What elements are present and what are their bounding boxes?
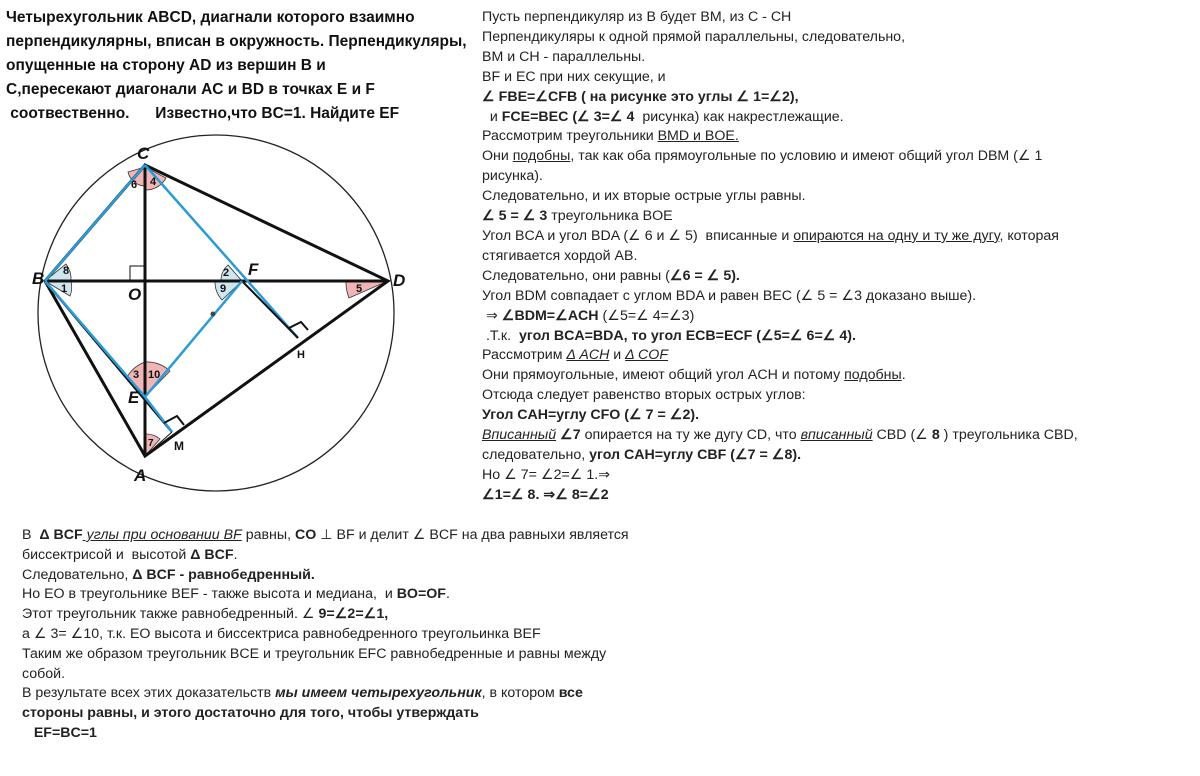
right-angle-h (289, 322, 308, 330)
solution-line: Отсюда следует равенство вторых острых углов: (482, 387, 806, 404)
text-span: Вписанный (482, 427, 557, 444)
text-span: мы имеем четырехугольник (275, 685, 482, 702)
problem-line: соотвественно. Известно,что BC=1. Найдите EF (6, 105, 400, 122)
text-span: Угол BCA и угол BDA (∠ 6 и ∠ 5) вписанные и (482, 227, 794, 244)
problem-line: перпендикулярны, вписан в окружность. Перпендикуляры, (6, 33, 467, 50)
angle-label-10: 10 (148, 369, 161, 381)
conclusion-line: собой. (22, 665, 66, 682)
text-span: угол BCA=BDA, то угол ECB=ECF (∠5=∠ 6=∠ 4). (518, 327, 856, 344)
perpendicular-ch-black (242, 281, 298, 338)
problem-line: опущенные на сторону AD из вершин B и (6, 57, 326, 74)
vertex-label-a: A (134, 466, 147, 485)
vertex-label-b: B (32, 269, 45, 288)
text-span: 9=∠2=∠1, (318, 606, 389, 623)
conclusion-line (22, 585, 702, 605)
vertex-label-e: E (128, 388, 140, 407)
angle-label-1: 1 (61, 283, 68, 295)
solution-line: Но ∠ 7= ∠2=∠ 1.⇒ (482, 466, 611, 483)
solution-line: Пусть перпендикуляр из B будет BM, из C - CH (482, 9, 792, 25)
solution-line (482, 227, 1182, 247)
vertex-label-c: C (137, 144, 150, 163)
solution-line (482, 108, 1182, 128)
text-span: ∠6 = ∠ 5). (669, 267, 740, 284)
angle-label-9: 9 (220, 283, 227, 295)
problem-line: Четырехугольник ABCD, диагнали которого взаимно (6, 9, 415, 26)
solution-line: Угол BDM совпадает с углом BDA и равен BEC (∠ 5 = ∠3 доказано выше). (482, 287, 977, 304)
text-span: (∠5=∠ 4=∠3) (598, 307, 695, 324)
text-span: Рассмотрим треугольники (482, 128, 658, 145)
text-span: Следовательно, (22, 566, 133, 583)
solution-line (482, 327, 1182, 347)
text-span: ) треугольника CBD, (939, 427, 1078, 444)
segment-bm-blue (145, 397, 172, 432)
solution-line: Перпендикуляры к одной прямой параллельны, следовательно, (482, 28, 906, 45)
text-span: и (482, 108, 502, 125)
conclusion-line (22, 605, 702, 625)
conclusion-line (22, 684, 702, 704)
angle-label-7: 7 (148, 438, 154, 449)
conclusion-text (22, 526, 702, 744)
solution-line (482, 127, 1182, 147)
text-span: углы при основании BF (82, 527, 242, 543)
text-span: опирается на ту же дугу CD, что (580, 427, 801, 444)
text-span: угол CAH=углу CBF (∠7 = ∠8). (589, 446, 802, 463)
vertex-label-d: D (393, 271, 406, 290)
text-span: Следовательно, они равны ( (482, 267, 670, 284)
angle-label-5: 5 (356, 283, 363, 295)
text-span: BO=OF (396, 586, 446, 603)
solution-line: Угол CAH=углу CFO (∠ 7 = ∠2). (482, 407, 700, 424)
solution-line (482, 307, 1182, 327)
text-span: Δ BCF (190, 546, 234, 563)
text-span: CO (294, 527, 317, 543)
text-span: BMD и BOE. (657, 128, 739, 145)
text-span: . (233, 546, 238, 563)
text-span: FCE=BEC (∠ 3=∠ 4 (501, 108, 635, 125)
text-span: Δ ACH (566, 347, 610, 364)
text-span: рисунка) как накрестлежащие. (634, 108, 844, 125)
conclusion-line: EF=BC=1 (22, 724, 97, 741)
angle-label-4: 4 (150, 176, 157, 188)
text-span: CBD (∠ (872, 427, 932, 444)
right-angle-o (130, 266, 145, 281)
text-span: ∠1=∠ 8 (482, 486, 536, 503)
text-span: , в котором (481, 685, 559, 702)
text-span: Этот треугольник также равнобедренный. ∠ (22, 606, 319, 623)
angle-label-2: 2 (223, 267, 230, 279)
solution-line: Следовательно, и их вторые острые углы равны. (482, 188, 806, 205)
solution-line (482, 426, 1182, 446)
text-span: Δ BCF - равнобедренный. (132, 566, 315, 583)
solution-line (482, 346, 1182, 366)
text-span: .Т.к. (482, 327, 519, 344)
text-span: ⊥ BF и делит ∠ BCF на два равныхи является (316, 527, 629, 543)
vertex-label-f: F (248, 260, 259, 279)
problem-line: C,пересекают диагонали AC и BD в точках E и F (6, 81, 375, 98)
text-span: равны, (241, 527, 295, 543)
vertex-label-o: O (128, 285, 142, 304)
solution-line (482, 486, 1182, 506)
angle-label-3: 3 (133, 369, 140, 381)
solution-line: стягивается хордой AB. (482, 247, 638, 264)
geometry-figure (0, 0, 480, 520)
perpendicular-ch (145, 165, 298, 338)
text-span: Но EO в треугольнике BEF - также высота и медиана, и (22, 586, 397, 603)
text-span: Δ BCF (39, 527, 83, 543)
solution-line (482, 267, 1182, 287)
text-span: опираются на одну и ту же дугу (793, 227, 1000, 244)
solution-line (482, 147, 1182, 167)
text-span: все (558, 685, 583, 702)
text-span: ∠ 5 = ∠ 3 (482, 208, 548, 225)
text-span: Рассмотрим (482, 347, 567, 364)
solution-line: ∠ FBE=∠CFB ( на рисунке это углы ∠ 1=∠2), (482, 88, 799, 105)
text-span: , которая (999, 227, 1059, 244)
small-dot (211, 312, 216, 317)
text-span: . (445, 586, 450, 603)
text-span: и (609, 347, 626, 364)
angle-label-6: 6 (131, 179, 138, 191)
text-span: В (22, 527, 40, 543)
conclusion-line (22, 526, 702, 546)
solution-line (482, 207, 1182, 227)
angle-label-8: 8 (63, 265, 70, 277)
text-span: Они прямоугольные, имеют общий угол ACH и потому (482, 367, 845, 384)
text-span: ∠7 (556, 427, 581, 444)
text-span: ∠BDM=∠ACH (501, 307, 599, 324)
conclusion-line (22, 566, 702, 586)
vertex-label-h: H (297, 349, 305, 361)
solution-line: рисунка). (482, 168, 543, 185)
solution-line: BF и EC при них секущие, и (482, 68, 666, 85)
text-span: . (901, 367, 906, 384)
text-span: 8 (931, 427, 940, 444)
text-span: . ⇒∠ 8=∠2 (535, 486, 609, 503)
text-span: подобны (512, 148, 571, 165)
text-span: В результате всех этих доказательств (22, 685, 276, 702)
text-span: Δ COF (625, 347, 669, 364)
text-span: ⇒ (482, 307, 502, 324)
solution-line (482, 446, 1182, 466)
conclusion-line: стороны равны, и этого достаточно для того, чтобы утверждать (22, 705, 479, 722)
conclusion-line (22, 546, 702, 566)
text-span: вписанный (800, 427, 873, 444)
solution-line (482, 366, 1182, 386)
text-span: Они (482, 148, 513, 165)
conclusion-line: Таким же образом треугольник BCE и треугольник EFC равнобедренные и равны между (22, 645, 607, 662)
text-span: подобны (844, 367, 902, 384)
text-span: , так как оба прямоугольные по условию и имеют общий угол DBM (∠ 1 (570, 148, 1043, 165)
text-span: треугольника BOE (547, 208, 673, 225)
conclusion-line: а ∠ 3= ∠10, т.к. EO высота и биссектриса равнобедренного треугольинка BEF (22, 625, 541, 642)
text-span: следовательно, (482, 446, 590, 463)
solution-text (482, 8, 1182, 506)
solution-line: BM и CH - параллельны. (482, 48, 646, 65)
text-span: биссектрисой и высотой (22, 546, 191, 563)
vertex-label-m: M (174, 439, 184, 453)
